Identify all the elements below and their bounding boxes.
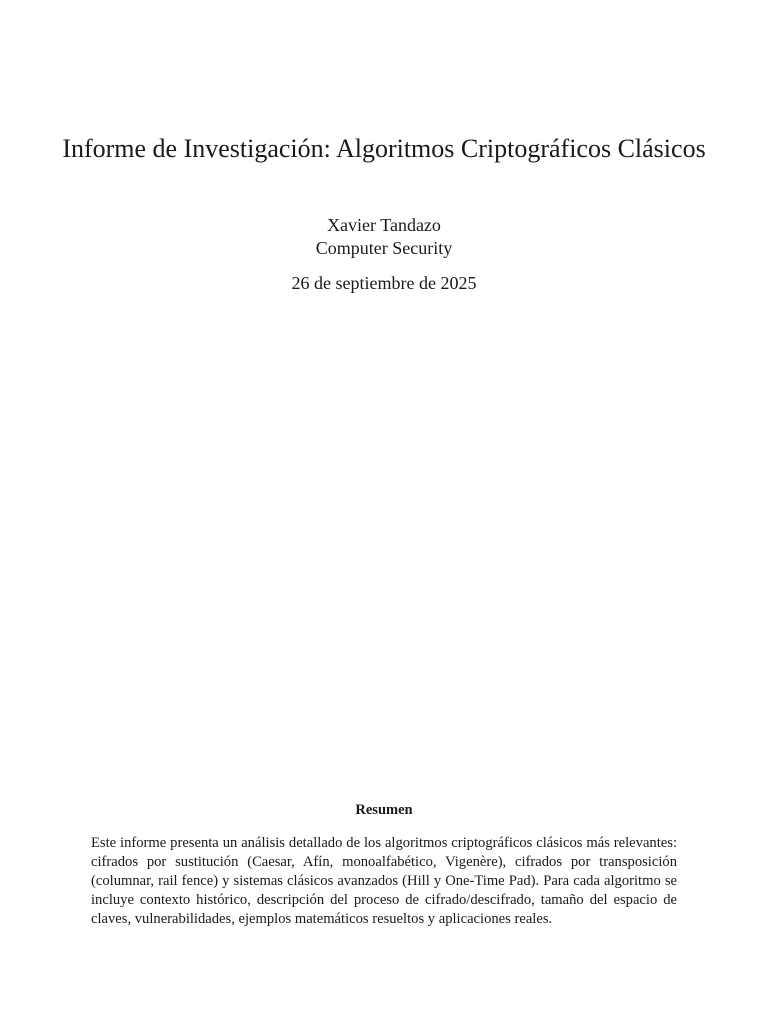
- author-name: Xavier Tandazo: [327, 215, 441, 235]
- abstract-text: Este informe presenta un análisis detallado de los algoritmos criptográficos clásicos más relevantes: cifrados por sustitución (Caesar, Afín, monoalfabético, Vigenère), cifrados por transposición (columnar, rail fence) y sistemas clásicos avanzados (Hill y One-Time Pad). Para cada algoritmo se incluye contexto histórico, descripción del proceso de cifrado/descifrado, tamaño del espacio de claves, vulnerabilidades, ejemplos matemáticos resueltos y aplicaciones reales.: [91, 835, 677, 927]
- author-affiliation: Computer Security: [315, 238, 453, 258]
- document-title: Informe de Investigación: Algoritmos Criptográficos Clásicos: [62, 134, 706, 163]
- document-date: 26 de septiembre de 2025: [291, 273, 477, 293]
- author-block: [60, 214, 708, 260]
- abstract-heading: Resumen: [355, 802, 413, 818]
